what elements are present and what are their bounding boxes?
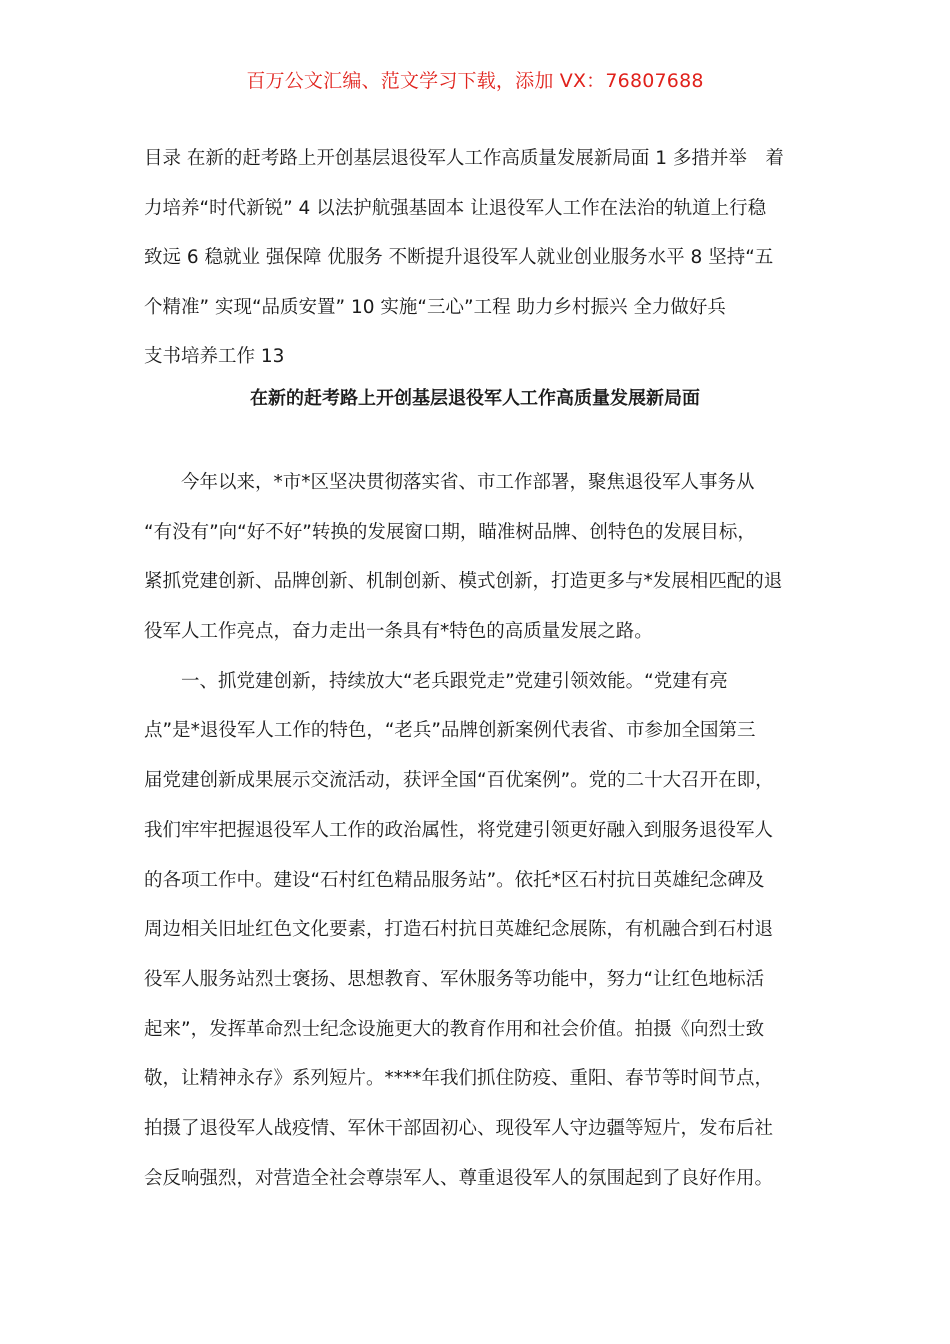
toc-line: 目录 在新的赶考路上开创基层退役军人工作高质量发展新局面 1 多措并举 着 — [144, 148, 784, 169]
paragraph-line: “有没有”向“好不好”转换的发展窗口期，瞄准树品牌、创特色的发展目标， — [144, 521, 756, 543]
body-text — [144, 458, 810, 1203]
paragraph-line: 役军人服务站烈士褒扬、思想教育、军休服务等功能中，努力“让红色地标活 — [144, 968, 765, 990]
paragraph-line: 一、抓党建创新，持续放大“老兵跟党走”党建引领效能。“党建有亮 — [181, 670, 728, 692]
section-title: 在新的赶考路上开创基层退役军人工作高质量发展新局面 — [250, 388, 700, 409]
paragraph-line: 今年以来，*市*区坚决贯彻落实省、市工作部署，聚焦退役军人事务从 — [181, 472, 755, 493]
paragraph-line: 役军人工作亮点，奋力走出一条具有*特色的高质量发展之路。 — [144, 621, 653, 643]
paragraph-line: 紧抓党建创新、品牌创新、机制创新、模式创新，打造更多与*发展相匹配的退 — [144, 571, 783, 593]
paragraph-line: 周边相关旧址红色文化要素，打造石村抗日英雄纪念展陈，有机融合到石村退 — [144, 919, 774, 941]
paragraph-line: 届党建创新成果展示交流活动，获评全国“百优案例”。党的二十大召开在即， — [144, 770, 774, 792]
toc-line: 致远 6 稳就业 强保障 优服务 不断提升退役军人就业创业服务水平 8 坚持“五 — [144, 247, 774, 269]
paragraph-line: 会反响强烈，对营造全社会尊崇军人、尊重退役军人的氛围起到了良好作用。 — [144, 1167, 774, 1189]
header-banner: 百万公文汇编、范文学习下载，添加 VX：76807688 — [246, 70, 704, 92]
toc-line: 支书培养工作 13 — [144, 346, 285, 368]
paragraph-line: 点”是*退役军人工作的特色，“老兵”品牌创新案例代表省、市参加全国第三 — [144, 720, 756, 742]
table-of-contents — [144, 134, 810, 382]
toc-line: 个精准” 实现“品质安置” 10 实施“三心”工程 助力乡村振兴 全力做好兵 — [144, 296, 726, 318]
paragraph-line: 拍摄了退役军人战疫情、军休干部固初心、现役军人守边疆等短片，发布后社 — [144, 1117, 774, 1139]
paragraph-line: 起来”，发挥革命烈士纪念设施更大的教育作用和社会价值。拍摄《向烈士致 — [144, 1018, 765, 1040]
paragraph-line: 的各项工作中。建设“石村红色精品服务站”。依托*区石村抗日英雄纪念碑及 — [144, 869, 765, 891]
toc-line: 力培养“时代新锐” 4 以法护航强基固本 让退役军人工作在法治的轨道上行稳 — [144, 197, 767, 219]
paragraph-line: 敬，让精神永存》系列短片。****年我们抓住防疫、重阳、春节等时间节点， — [144, 1068, 774, 1090]
paragraph-line: 我们牢牢把握退役军人工作的政治属性，将党建引领更好融入到服务退役军人 — [144, 819, 774, 841]
